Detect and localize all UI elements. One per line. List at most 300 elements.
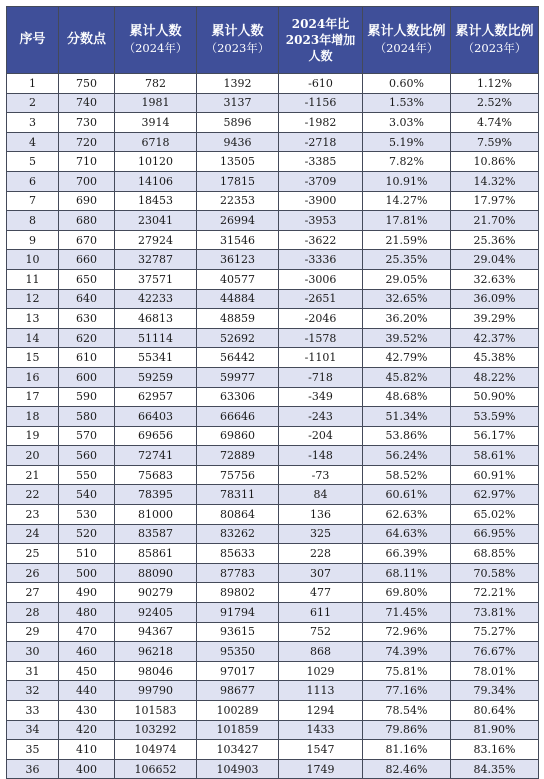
cell-score: 480 [59, 603, 115, 623]
cell-difference: 1294 [279, 701, 363, 721]
cell-ratio-2023: 17.97% [451, 191, 539, 211]
cell-ratio-2024: 7.82% [363, 152, 451, 172]
cell-score: 470 [59, 622, 115, 642]
cell-index: 25 [7, 544, 59, 564]
cell-ratio-2024: 62.63% [363, 505, 451, 525]
cell-index: 19 [7, 426, 59, 446]
cell-index: 6 [7, 171, 59, 191]
table-row [7, 348, 539, 368]
cell-cumulative-2024: 75683 [115, 465, 197, 485]
cell-difference: 1029 [279, 661, 363, 681]
cell-difference: -1101 [279, 348, 363, 368]
cell-cumulative-2023: 93615 [197, 622, 279, 642]
cell-index: 9 [7, 230, 59, 250]
cell-score: 440 [59, 681, 115, 701]
cell-ratio-2024: 48.68% [363, 387, 451, 407]
cell-ratio-2023: 81.90% [451, 720, 539, 740]
cell-ratio-2023: 72.21% [451, 583, 539, 603]
table-row [7, 250, 539, 270]
cell-difference: 1113 [279, 681, 363, 701]
header-cumulative-2024 [115, 7, 197, 74]
header-difference-line3: 人数 [308, 49, 333, 63]
cell-cumulative-2024: 106652 [115, 759, 197, 779]
cell-cumulative-2023: 89802 [197, 583, 279, 603]
cell-index: 8 [7, 211, 59, 231]
cell-cumulative-2024: 42233 [115, 289, 197, 309]
header-score-label: 分数点 [66, 32, 106, 47]
cell-cumulative-2023: 97017 [197, 661, 279, 681]
cell-score: 490 [59, 583, 115, 603]
cell-ratio-2023: 21.70% [451, 211, 539, 231]
table-row [7, 642, 539, 662]
cell-score: 690 [59, 191, 115, 211]
cell-cumulative-2023: 91794 [197, 603, 279, 623]
table-row [7, 132, 539, 152]
cell-ratio-2024: 58.52% [363, 465, 451, 485]
cell-cumulative-2023: 1392 [197, 74, 279, 94]
cell-ratio-2024: 64.63% [363, 524, 451, 544]
cell-difference: 1547 [279, 740, 363, 760]
cell-score: 700 [59, 171, 115, 191]
cell-ratio-2024: 78.54% [363, 701, 451, 721]
cell-ratio-2024: 1.53% [363, 93, 451, 113]
cell-ratio-2024: 25.35% [363, 250, 451, 270]
table-row [7, 544, 539, 564]
cell-difference: 84 [279, 485, 363, 505]
cell-ratio-2024: 14.27% [363, 191, 451, 211]
cell-ratio-2024: 74.39% [363, 642, 451, 662]
header-difference-line1: 2024年比 [291, 17, 350, 31]
cell-score: 580 [59, 407, 115, 427]
cell-difference: 611 [279, 603, 363, 623]
table-row [7, 465, 539, 485]
cell-cumulative-2024: 83587 [115, 524, 197, 544]
cell-difference: 228 [279, 544, 363, 564]
cell-index: 23 [7, 505, 59, 525]
cell-cumulative-2023: 40577 [197, 269, 279, 289]
cell-cumulative-2023: 69860 [197, 426, 279, 446]
table-row [7, 524, 539, 544]
cell-score: 420 [59, 720, 115, 740]
cell-score: 660 [59, 250, 115, 270]
cell-difference: -2651 [279, 289, 363, 309]
cell-cumulative-2024: 51114 [115, 328, 197, 348]
table-row [7, 622, 539, 642]
cell-ratio-2024: 75.81% [363, 661, 451, 681]
cell-score: 430 [59, 701, 115, 721]
cell-score: 640 [59, 289, 115, 309]
cell-score: 650 [59, 269, 115, 289]
cell-cumulative-2023: 56442 [197, 348, 279, 368]
cell-cumulative-2023: 22353 [197, 191, 279, 211]
cell-index: 1 [7, 74, 59, 94]
header-index [7, 7, 59, 74]
cell-cumulative-2023: 63306 [197, 387, 279, 407]
header-difference-line2: 2023年增加 [285, 33, 356, 47]
cell-cumulative-2024: 55341 [115, 348, 197, 368]
cell-index: 15 [7, 348, 59, 368]
cell-cumulative-2023: 3137 [197, 93, 279, 113]
table-row [7, 720, 539, 740]
header-ratio-2023 [451, 7, 539, 74]
cell-cumulative-2024: 18453 [115, 191, 197, 211]
cell-difference: -1578 [279, 328, 363, 348]
table-row [7, 211, 539, 231]
cell-ratio-2023: 60.91% [451, 465, 539, 485]
cell-ratio-2023: 10.86% [451, 152, 539, 172]
cell-cumulative-2024: 14106 [115, 171, 197, 191]
cell-score: 710 [59, 152, 115, 172]
cell-difference: -718 [279, 367, 363, 387]
cell-score: 570 [59, 426, 115, 446]
table-row [7, 446, 539, 466]
cell-index: 36 [7, 759, 59, 779]
cell-ratio-2024: 42.79% [363, 348, 451, 368]
cell-ratio-2024: 82.46% [363, 759, 451, 779]
cell-ratio-2023: 83.16% [451, 740, 539, 760]
cell-difference: -349 [279, 387, 363, 407]
table-row [7, 701, 539, 721]
cell-ratio-2023: 75.27% [451, 622, 539, 642]
cell-ratio-2024: 66.39% [363, 544, 451, 564]
cell-difference: 477 [279, 583, 363, 603]
cell-cumulative-2024: 99790 [115, 681, 197, 701]
cell-cumulative-2023: 26994 [197, 211, 279, 231]
cell-ratio-2024: 39.52% [363, 328, 451, 348]
cell-cumulative-2024: 27924 [115, 230, 197, 250]
cell-score: 540 [59, 485, 115, 505]
cell-cumulative-2023: 85633 [197, 544, 279, 564]
cell-score: 680 [59, 211, 115, 231]
cell-ratio-2023: 58.61% [451, 446, 539, 466]
cell-cumulative-2023: 100289 [197, 701, 279, 721]
cell-index: 35 [7, 740, 59, 760]
cell-score: 630 [59, 309, 115, 329]
table-row [7, 583, 539, 603]
cell-ratio-2024: 0.60% [363, 74, 451, 94]
cell-score: 400 [59, 759, 115, 779]
cell-difference: 1749 [279, 759, 363, 779]
cell-index: 30 [7, 642, 59, 662]
cell-cumulative-2024: 92405 [115, 603, 197, 623]
cell-ratio-2024: 32.65% [363, 289, 451, 309]
cell-cumulative-2023: 75756 [197, 465, 279, 485]
cell-difference: 136 [279, 505, 363, 525]
table-row [7, 113, 539, 133]
cell-index: 2 [7, 93, 59, 113]
table-row [7, 367, 539, 387]
table-header [7, 7, 539, 74]
cell-score: 410 [59, 740, 115, 760]
cell-index: 11 [7, 269, 59, 289]
table-row [7, 485, 539, 505]
cell-ratio-2023: 56.17% [451, 426, 539, 446]
cell-difference: -2718 [279, 132, 363, 152]
cell-index: 33 [7, 701, 59, 721]
cell-cumulative-2023: 103427 [197, 740, 279, 760]
cell-score: 600 [59, 367, 115, 387]
cell-ratio-2023: 79.34% [451, 681, 539, 701]
cell-cumulative-2023: 87783 [197, 563, 279, 583]
cell-cumulative-2024: 69656 [115, 426, 197, 446]
cell-index: 10 [7, 250, 59, 270]
table-row [7, 407, 539, 427]
cell-ratio-2024: 81.16% [363, 740, 451, 760]
table-row [7, 426, 539, 446]
cell-cumulative-2024: 72741 [115, 446, 197, 466]
cell-index: 7 [7, 191, 59, 211]
table-row [7, 191, 539, 211]
cell-difference: 752 [279, 622, 363, 642]
cell-ratio-2024: 17.81% [363, 211, 451, 231]
header-cumulative-2023-main: 累计人数 [211, 24, 264, 39]
table-row [7, 505, 539, 525]
cell-cumulative-2023: 98677 [197, 681, 279, 701]
cell-difference: 868 [279, 642, 363, 662]
cell-cumulative-2024: 46813 [115, 309, 197, 329]
cell-cumulative-2024: 94367 [115, 622, 197, 642]
cell-cumulative-2023: 72889 [197, 446, 279, 466]
cell-ratio-2023: 78.01% [451, 661, 539, 681]
cell-ratio-2023: 25.36% [451, 230, 539, 250]
cell-difference: -3953 [279, 211, 363, 231]
cell-index: 34 [7, 720, 59, 740]
cell-ratio-2024: 36.20% [363, 309, 451, 329]
cell-score: 550 [59, 465, 115, 485]
cell-index: 16 [7, 367, 59, 387]
cell-cumulative-2023: 17815 [197, 171, 279, 191]
cell-score: 730 [59, 113, 115, 133]
cell-difference: -2046 [279, 309, 363, 329]
cell-ratio-2023: 62.97% [451, 485, 539, 505]
cell-cumulative-2024: 81000 [115, 505, 197, 525]
cell-ratio-2023: 32.63% [451, 269, 539, 289]
table-row [7, 681, 539, 701]
cell-ratio-2024: 77.16% [363, 681, 451, 701]
cell-difference: -148 [279, 446, 363, 466]
cell-score: 720 [59, 132, 115, 152]
header-row [7, 7, 539, 74]
cell-difference: -1156 [279, 93, 363, 113]
cell-ratio-2023: 76.67% [451, 642, 539, 662]
header-ratio-2023-sub: （2023年） [462, 41, 527, 55]
cell-ratio-2023: 80.64% [451, 701, 539, 721]
header-ratio-2024 [363, 7, 451, 74]
cell-ratio-2023: 39.29% [451, 309, 539, 329]
table-row [7, 661, 539, 681]
header-cumulative-2023 [197, 7, 279, 74]
cell-index: 5 [7, 152, 59, 172]
cell-ratio-2023: 45.38% [451, 348, 539, 368]
cell-index: 31 [7, 661, 59, 681]
cell-ratio-2023: 53.59% [451, 407, 539, 427]
cell-ratio-2024: 56.24% [363, 446, 451, 466]
cell-difference: -3385 [279, 152, 363, 172]
cell-cumulative-2023: 95350 [197, 642, 279, 662]
cell-score: 560 [59, 446, 115, 466]
cell-ratio-2024: 72.96% [363, 622, 451, 642]
cell-score: 750 [59, 74, 115, 94]
cell-ratio-2023: 7.59% [451, 132, 539, 152]
table-row [7, 289, 539, 309]
cell-ratio-2023: 42.37% [451, 328, 539, 348]
cell-ratio-2023: 50.90% [451, 387, 539, 407]
cell-ratio-2024: 68.11% [363, 563, 451, 583]
cell-ratio-2023: 36.09% [451, 289, 539, 309]
score-distribution-table [6, 6, 539, 779]
cell-cumulative-2024: 10120 [115, 152, 197, 172]
table-row [7, 759, 539, 779]
cell-index: 22 [7, 485, 59, 505]
cell-index: 29 [7, 622, 59, 642]
cell-index: 14 [7, 328, 59, 348]
cell-index: 24 [7, 524, 59, 544]
cell-ratio-2023: 68.85% [451, 544, 539, 564]
table-row [7, 563, 539, 583]
cell-difference: -3900 [279, 191, 363, 211]
cell-difference: -1982 [279, 113, 363, 133]
table-row [7, 740, 539, 760]
cell-ratio-2023: 70.58% [451, 563, 539, 583]
cell-ratio-2024: 21.59% [363, 230, 451, 250]
cell-cumulative-2024: 3914 [115, 113, 197, 133]
table-row [7, 152, 539, 172]
cell-cumulative-2024: 66403 [115, 407, 197, 427]
cell-difference: -3006 [279, 269, 363, 289]
cell-difference: -73 [279, 465, 363, 485]
cell-cumulative-2024: 6718 [115, 132, 197, 152]
cell-cumulative-2024: 32787 [115, 250, 197, 270]
cell-score: 460 [59, 642, 115, 662]
header-score [59, 7, 115, 74]
table-row [7, 74, 539, 94]
table-row [7, 269, 539, 289]
cell-index: 20 [7, 446, 59, 466]
cell-difference: -243 [279, 407, 363, 427]
cell-score: 520 [59, 524, 115, 544]
header-difference [279, 7, 363, 74]
cell-cumulative-2024: 78395 [115, 485, 197, 505]
cell-ratio-2023: 1.12% [451, 74, 539, 94]
cell-cumulative-2023: 83262 [197, 524, 279, 544]
cell-cumulative-2024: 96218 [115, 642, 197, 662]
cell-score: 590 [59, 387, 115, 407]
cell-cumulative-2023: 31546 [197, 230, 279, 250]
table-row [7, 387, 539, 407]
cell-ratio-2024: 71.45% [363, 603, 451, 623]
cell-ratio-2023: 84.35% [451, 759, 539, 779]
cell-score: 500 [59, 563, 115, 583]
cell-ratio-2024: 29.05% [363, 269, 451, 289]
cell-difference: -3709 [279, 171, 363, 191]
cell-index: 3 [7, 113, 59, 133]
cell-difference: -204 [279, 426, 363, 446]
table-row [7, 171, 539, 191]
cell-ratio-2024: 3.03% [363, 113, 451, 133]
header-ratio-2023-main: 累计人数比例 [455, 24, 534, 39]
cell-ratio-2024: 79.86% [363, 720, 451, 740]
cell-index: 13 [7, 309, 59, 329]
header-ratio-2024-sub: （2024年） [374, 41, 439, 55]
cell-cumulative-2024: 782 [115, 74, 197, 94]
cell-score: 740 [59, 93, 115, 113]
cell-cumulative-2023: 80864 [197, 505, 279, 525]
cell-index: 12 [7, 289, 59, 309]
cell-index: 18 [7, 407, 59, 427]
cell-cumulative-2024: 59259 [115, 367, 197, 387]
cell-cumulative-2023: 104903 [197, 759, 279, 779]
header-cumulative-2023-sub: （2023年） [205, 41, 270, 55]
cell-cumulative-2024: 98046 [115, 661, 197, 681]
cell-score: 450 [59, 661, 115, 681]
header-cumulative-2024-main: 累计人数 [129, 24, 182, 39]
header-cumulative-2024-sub: （2024年） [123, 41, 188, 55]
cell-cumulative-2024: 101583 [115, 701, 197, 721]
cell-difference: -3622 [279, 230, 363, 250]
cell-cumulative-2024: 104974 [115, 740, 197, 760]
table-body [7, 74, 539, 779]
cell-ratio-2024: 45.82% [363, 367, 451, 387]
cell-ratio-2024: 51.34% [363, 407, 451, 427]
cell-cumulative-2024: 23041 [115, 211, 197, 231]
cell-cumulative-2023: 101859 [197, 720, 279, 740]
cell-ratio-2024: 5.19% [363, 132, 451, 152]
table-row [7, 93, 539, 113]
cell-ratio-2023: 29.04% [451, 250, 539, 270]
cell-difference: -610 [279, 74, 363, 94]
cell-ratio-2023: 66.95% [451, 524, 539, 544]
cell-index: 26 [7, 563, 59, 583]
cell-cumulative-2023: 44884 [197, 289, 279, 309]
table-row [7, 309, 539, 329]
cell-cumulative-2023: 52692 [197, 328, 279, 348]
cell-ratio-2023: 73.81% [451, 603, 539, 623]
cell-difference: 1433 [279, 720, 363, 740]
cell-ratio-2023: 4.74% [451, 113, 539, 133]
cell-cumulative-2024: 90279 [115, 583, 197, 603]
cell-score: 620 [59, 328, 115, 348]
cell-ratio-2023: 14.32% [451, 171, 539, 191]
cell-difference: 325 [279, 524, 363, 544]
cell-ratio-2023: 48.22% [451, 367, 539, 387]
cell-cumulative-2024: 62957 [115, 387, 197, 407]
table-row [7, 603, 539, 623]
cell-score: 610 [59, 348, 115, 368]
cell-cumulative-2024: 103292 [115, 720, 197, 740]
cell-ratio-2023: 65.02% [451, 505, 539, 525]
table-row [7, 328, 539, 348]
cell-cumulative-2024: 37571 [115, 269, 197, 289]
cell-score: 670 [59, 230, 115, 250]
cell-cumulative-2023: 9436 [197, 132, 279, 152]
header-ratio-2024-main: 累计人数比例 [367, 24, 446, 39]
cell-cumulative-2024: 85861 [115, 544, 197, 564]
cell-ratio-2024: 53.86% [363, 426, 451, 446]
cell-index: 4 [7, 132, 59, 152]
score-table-sheet [6, 6, 538, 776]
cell-cumulative-2023: 5896 [197, 113, 279, 133]
cell-ratio-2023: 2.52% [451, 93, 539, 113]
cell-score: 530 [59, 505, 115, 525]
cell-index: 21 [7, 465, 59, 485]
cell-cumulative-2024: 88090 [115, 563, 197, 583]
cell-cumulative-2023: 36123 [197, 250, 279, 270]
cell-index: 17 [7, 387, 59, 407]
cell-index: 28 [7, 603, 59, 623]
cell-difference: -3336 [279, 250, 363, 270]
cell-index: 27 [7, 583, 59, 603]
cell-cumulative-2023: 78311 [197, 485, 279, 505]
